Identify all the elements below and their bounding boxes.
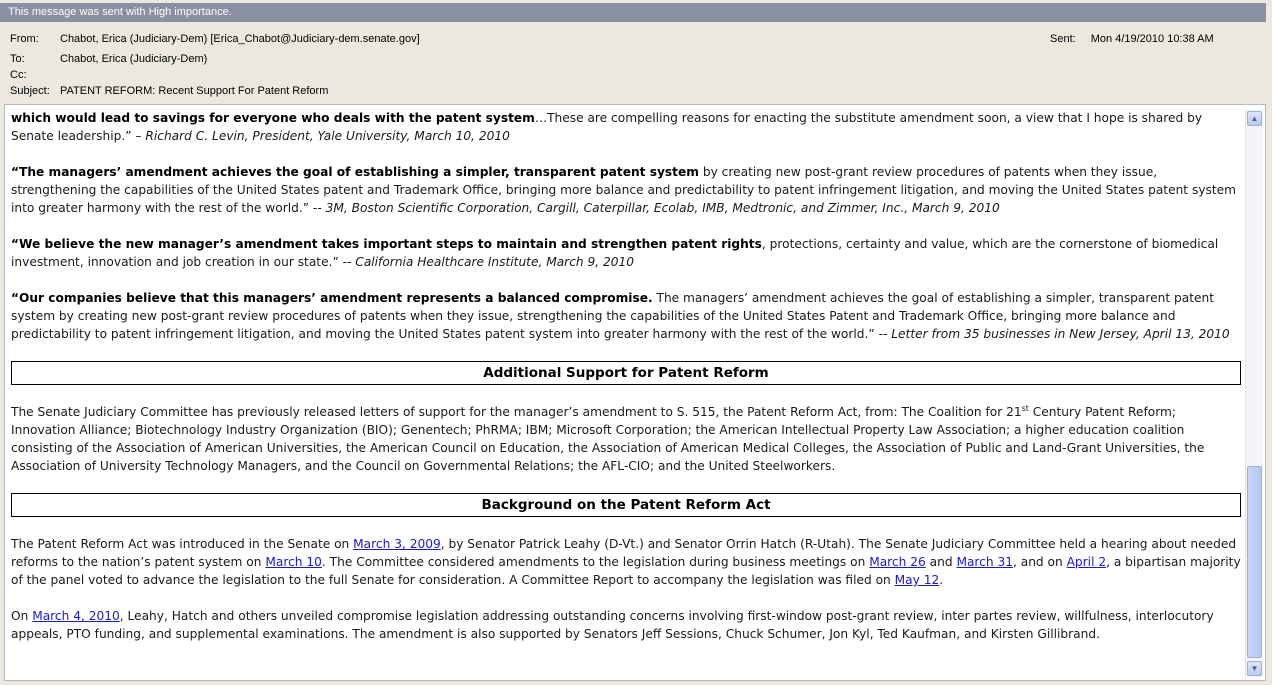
importance-banner: This message was sent with High importance. xyxy=(0,3,1266,22)
quote-nj xyxy=(11,289,1241,343)
message-header xyxy=(0,24,1272,104)
link-march-26[interactable]: March 26 xyxy=(869,555,926,569)
from-value[interactable]: Chabot, Erica (Judiciary-Dem) [Erica_Chabot@Judiciary-dem.senate.gov] xyxy=(60,33,420,45)
to-value[interactable]: Chabot, Erica (Judiciary-Dem) xyxy=(60,53,208,65)
quote-chi-attribution: -- California Healthcare Institute, March 9, 2010 xyxy=(338,255,635,269)
message-body xyxy=(11,109,1241,661)
bg-text-c: . The Committee considered amendments to the legislation during business meetings on xyxy=(321,555,870,569)
quote-nj-attribution: -- Letter from 35 businesses in New Jersey, April 13, 2010 xyxy=(874,327,1230,341)
bg-text-g: . xyxy=(939,573,944,587)
quote-companies xyxy=(11,163,1241,217)
additional-support-paragraph xyxy=(11,403,1241,475)
sent-row xyxy=(1050,32,1214,47)
quote-levin-text: …These are compelling reasons for enacting the substitute amendment soon, a view that I hope is shared by Senate leadership.” xyxy=(11,111,1203,143)
subject-label: Subject: xyxy=(10,85,50,97)
quote-companies-text: by creating new post-grant review procedures of patents when they issue, strengthening the capabilities of the United States patent and Trademark Office, bringing more balance and predictability to patent infringement litigation, and moving the United States patent system into greater harmony with the rest of the world.” xyxy=(11,165,1237,215)
quote-companies-bold: “The managers’ amendment achieves the goal of establishing a simpler, transparent patent system xyxy=(11,165,699,179)
compromise-text-b: , Leahy, Hatch and others unveiled compromise legislation addressing outstanding concerns involving first-window post-grant review, inter partes review, willfulness, interlocutory appeals, PTO funding, and supplemental examinations. The amendment is also supported by Senators Jeff Sessions, Chuck Schumer, Jon Kyl, Ted Kaufman, and Kirsten Gillibrand. xyxy=(11,609,1214,641)
scroll-down-arrow-icon[interactable]: ▼ xyxy=(1247,661,1262,676)
bg-text-b: , by Senator Patrick Leahy (D-Vt.) and Senator Orrin Hatch (R-Utah). The Senate Judiciary Committee held a hearing about needed reforms to the nation’s patent system on xyxy=(11,537,1237,569)
link-may-12[interactable]: May 12 xyxy=(894,573,940,587)
bg-text-d: and xyxy=(925,555,957,569)
subject-value: PATENT REFORM: Recent Support For Patent Reform xyxy=(60,85,329,97)
quote-levin-attribution: – Richard C. Levin, President, Yale University, March 10, 2010 xyxy=(131,129,510,143)
link-march-3-2009[interactable]: March 3, 2009 xyxy=(353,537,441,551)
quote-chi-bold: “We believe the new manager’s amendment takes important steps to maintain and strengthen patent rights xyxy=(11,237,762,251)
sent-label: Sent: xyxy=(1050,33,1076,45)
additional-support-text-a: The Senate Judiciary Committee has previously released letters of support for the manager’s amendment to S. 515, the Patent Reform Act, from: The Coalition for 21 xyxy=(11,405,1022,419)
superscript-st: st xyxy=(1021,403,1029,413)
link-april-2[interactable]: April 2 xyxy=(1066,555,1107,569)
vertical-scrollbar[interactable] xyxy=(1245,110,1263,677)
compromise-paragraph xyxy=(11,607,1241,643)
bg-text-a: The Patent Reform Act was introduced in the Senate on xyxy=(11,537,354,551)
additional-support-text-b: Century Patent Reform; Innovation Alliance; Biotechnology Industry Organization (BIO); Genentech; PhRMA; IBM; Microsoft Corporation; the American Intellectual Property Law Association; a higher education coalition consisting of the Association of American Universities, the American Council on Education, the Association of American Medical Colleges, the Association of Public and Land-Grant Universities, the Association of University Technology Managers, and the Council on Governmental Relations; the AFL-CIO; and the United Steelworkers. xyxy=(11,405,1205,473)
scrollbar-thumb[interactable] xyxy=(1247,466,1262,658)
from-label: From: xyxy=(10,33,39,45)
scroll-up-arrow-icon[interactable]: ▲ xyxy=(1247,111,1262,126)
section-title-background: Background on the Patent Reform Act xyxy=(11,493,1241,517)
to-label: To: xyxy=(10,53,25,65)
quote-nj-bold: “Our companies believe that this managers’ amendment represents a balanced compromise. xyxy=(11,291,653,305)
cc-label: Cc: xyxy=(10,69,27,81)
compromise-text-a: On xyxy=(11,609,33,623)
link-march-31[interactable]: March 31 xyxy=(956,555,1013,569)
section-title-additional-support: Additional Support for Patent Reform xyxy=(11,361,1241,385)
sent-value: Mon 4/19/2010 10:38 AM xyxy=(1090,33,1214,45)
bg-text-e: , and on xyxy=(1012,555,1067,569)
quote-companies-attribution: -- 3M, Boston Scientific Corporation, Cargill, Caterpillar, Ecolab, IMB, Medtronic, and Zimmer, Inc., March 9, 2010 xyxy=(309,201,1000,215)
link-march-4-2010[interactable]: March 4, 2010 xyxy=(32,609,120,623)
quote-levin xyxy=(11,109,1241,145)
quote-nj-text: The managers’ amendment achieves the goal of establishing a simpler, transparent patent system by creating new post-grant review procedures of patents when they issue, strengthening the capabilities of the United States Patent and Trademark Office, bringing more balance and predictability to patent infringement litigation, and moving the United States patent system into greater harmony with the rest of the world.” xyxy=(11,291,1214,341)
link-march-10[interactable]: March 10 xyxy=(265,555,322,569)
quote-chi-text: , protections, certainty and value, which are the cornerstone of biomedical investment, innovation and job creation in our state.” xyxy=(11,237,1219,269)
message-body-pane[interactable] xyxy=(4,104,1266,681)
quote-levin-bold: which would lead to savings for everyone who deals with the patent system xyxy=(11,111,535,125)
background-paragraph xyxy=(11,535,1241,589)
quote-chi xyxy=(11,235,1241,271)
bg-text-f: , a bipartisan majority of the panel voted to advance the legislation to the full Senate for consideration. A Committee Report to accompany the legislation was filed on xyxy=(11,555,1241,587)
